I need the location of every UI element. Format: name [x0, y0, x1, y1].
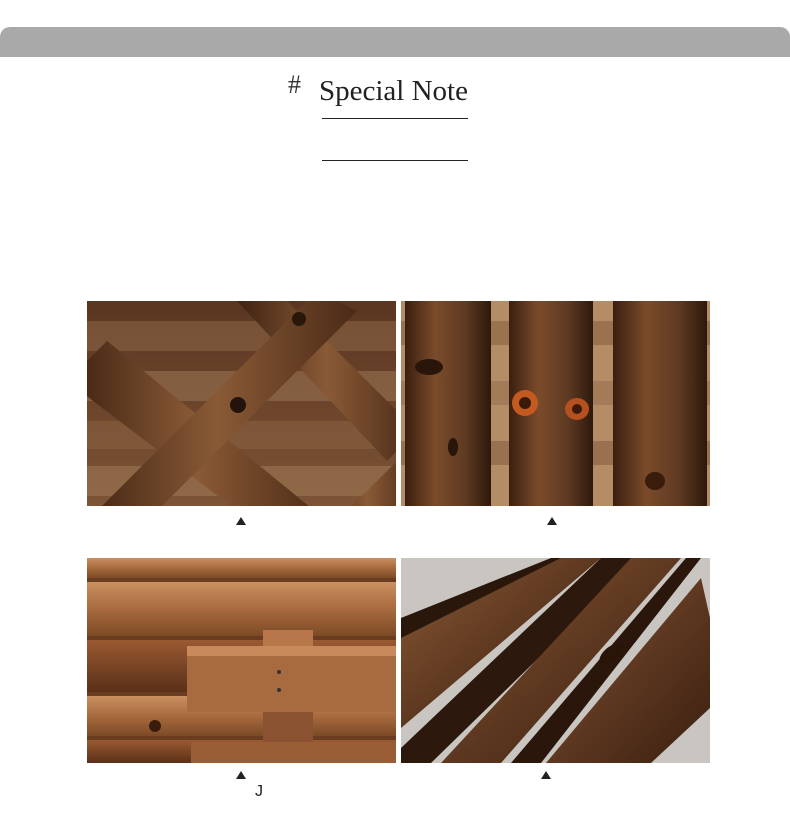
title-underline [322, 118, 468, 119]
wood-grain-closeup-photo [401, 558, 710, 763]
vertical-planks-knots-photo [401, 301, 710, 506]
lattice-crossboards-photo [87, 301, 396, 506]
caption-marker-2 [547, 517, 557, 525]
section-title [0, 70, 790, 110]
stray-mark: J [255, 783, 263, 800]
page-title: Special Note [319, 75, 468, 107]
top-header-bar [0, 27, 790, 57]
caption-marker-4 [541, 771, 551, 779]
caption-marker-3 [236, 771, 246, 779]
title-divider [322, 160, 468, 161]
stacked-boards-edge-photo [87, 558, 396, 763]
hash-symbol: # [288, 70, 301, 99]
caption-marker-1 [236, 517, 246, 525]
